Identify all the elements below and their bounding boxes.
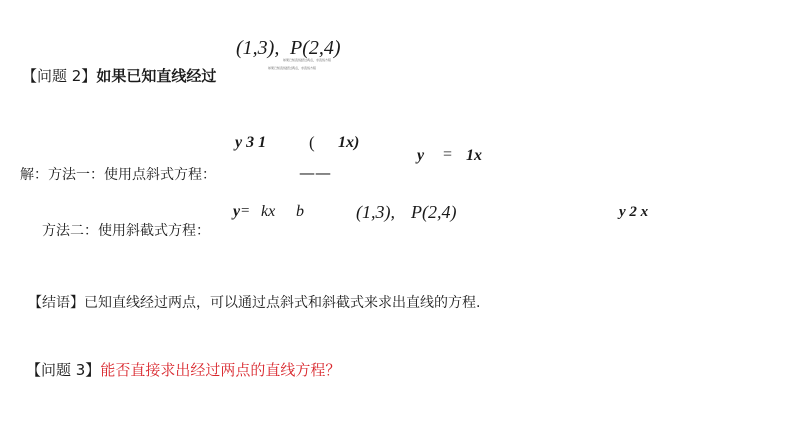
method2-eq-k: kx [261,203,276,220]
method1-fragment-left: y 3 1 [235,134,267,151]
method2-result: y 2 x [619,204,649,220]
method1-fragment-paren: ( [309,133,315,152]
method2-point-b: P(2,4) [411,202,457,222]
problem2-point-a: (1,3), [236,37,280,59]
method1-fragment-right: 1x) [338,134,360,151]
problem2-label: 【问题 2】 [22,67,97,85]
conclusion-text: 已知直线经过两点，可以通过点斜式和斜截式来求出直线的方程. [84,295,481,311]
conclusion-label: 【结语】 [28,295,84,311]
method2-eq-b: b [296,203,304,220]
method2-eq-y: y [233,203,241,220]
conclusion-line [28,292,480,312]
problem2-point-b: P(2,4) [290,37,341,59]
problem2-heading [22,65,216,86]
problem2-text: 如果已知直线经过 [96,67,217,85]
method2-point-a: (1,3), [356,202,395,222]
problem3-text: 能否直接求出经过两点的直线方程？ [100,361,341,379]
problem2-tiny-note-2: 如果已知直线经过两点，求直线方程 [268,66,317,70]
method1-divider: —— [299,163,331,182]
method1-result-x: 1x [466,147,482,164]
problem3-label: 【问题 3】 [26,361,101,379]
method1-label: 解：方法一：使用点斜式方程： [20,167,216,183]
method2-label: 方法二：使用斜截式方程： [42,223,210,239]
method1-result-y: y [417,147,425,164]
method2-eq-eq: = [241,203,250,219]
problem2-tiny-note: 如果已知直线经过两点，求直线方程 [283,58,332,62]
method1-result-eq: = [443,146,453,163]
problem3-line [26,359,340,380]
